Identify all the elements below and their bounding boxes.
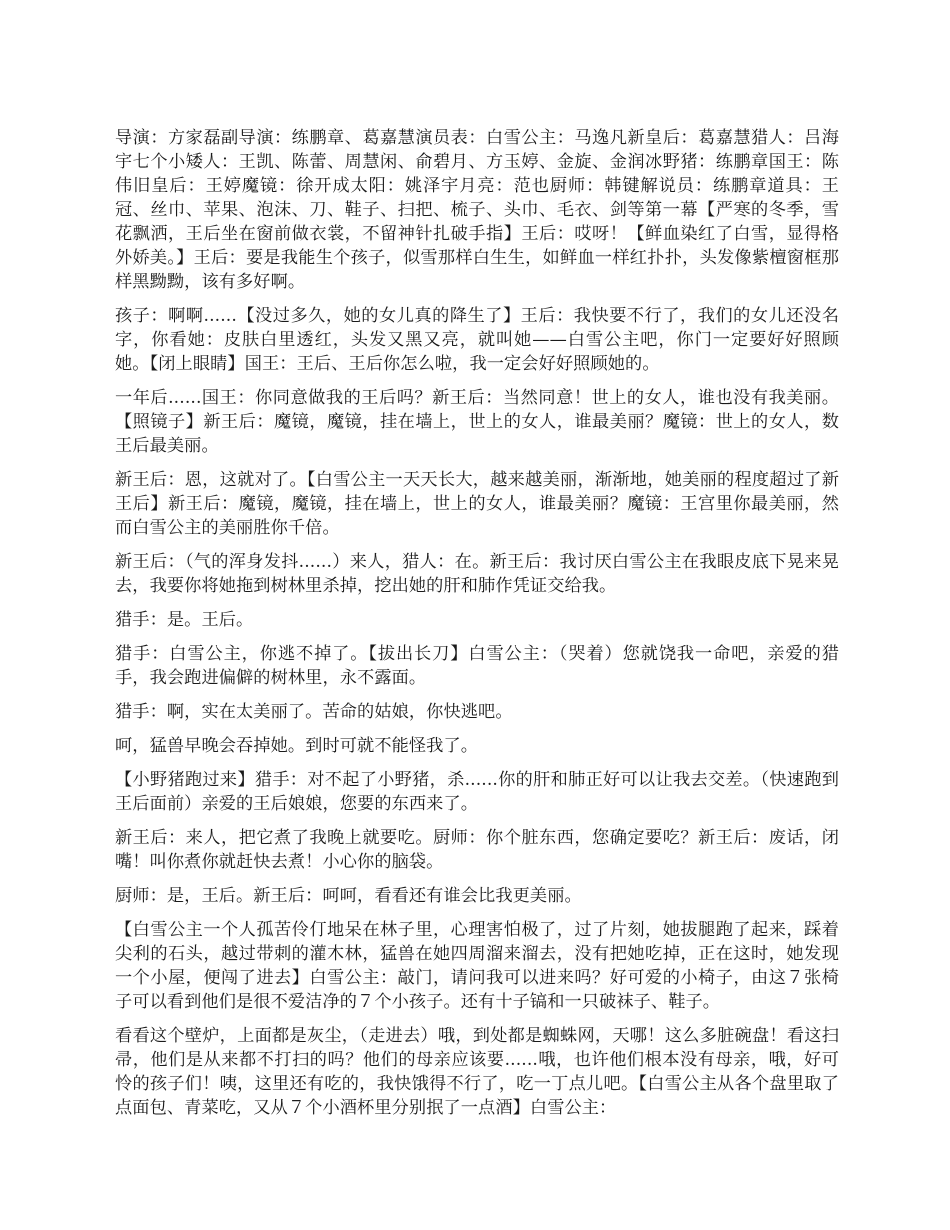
paragraph-hunter-agrees: 猎手：是。王后。 (115, 610, 254, 630)
paragraph-beasts: 呵，猛兽早晚会吞掉她。到时可就不能怪我了。 (115, 736, 479, 756)
paragraph-hunter-spares: 猎手：啊，实在太美丽了。苦命的姑娘，你快逃吧。 (115, 702, 513, 722)
document-page (115, 126, 839, 1130)
paragraph-cast-and-act-one: 导演：方家磊副导演：练鹏章、葛嘉慧演员表：白雪公主：马逸凡新皇后：葛嘉慧猎人：吕海宇七个小矮人：王凯、陈蕾、周慧闲、俞碧月、方玉婷、金旋、金润冰野猪：练鹏章国王：陈伟旧皇后：王婷魔镜：徐开成太阳：姚泽宇月亮：范也厨师：韩键解说员：练鹏章道具：王冠、丝巾、苹果、泡沫、刀、鞋子、扫把、梳子、头巾、毛衣、剑等第一幕【严寒的冬季，雪花飘洒，王后坐在窗前做衣裳，不留神针扎破手指】王后：哎呀！【鲜血染红了白雪，显得格外娇美。】王后：要是我能生个孩子，似雪那样白生生，如鲜血一样红扑扑，头发像紫檀窗框那样黑黝黝，该有多好啊。 (115, 128, 839, 292)
paragraph-cook-reply: 厨师：是，王后。新王后：呵呵，看看还有谁会比我更美丽。 (115, 886, 582, 906)
paragraph-inside-cottage: 看看这个壁炉，上面都是灰尘，（走进去）哦，到处都是蜘蛛网，天哪！这么多脏碗盘！看这扫帚，他们是从来都不打扫的吗？他们的母亲应该要......哦，也许他们根本没有母亲，哦，好可怜的孩子们！咦，这里还有吃的，我快饿得不行了，吃一丁点儿吧。【白雪公主从各个盘里取了点面包、青菜吃，又从７个小酒杯里分别抿了一点酒】白雪公主： (115, 1026, 839, 1118)
paragraph-princess-born: 孩子：啊啊......【没过多久，她的女儿真的降生了】王后：我快要不行了，我们的女儿还没名字，你看她：皮肤白里透红，头发又黑又亮，就叫她——白雪公主吧，你门一定要好好照顾她。【闭上眼睛】国王：王后、王后你怎么啦，我一定会好好照顾她的。 (115, 306, 839, 374)
paragraph-cook-order: 新王后：来人，把它煮了我晚上就要吃。厨师：你个脏东西，您确定要吃？新王后：废话，闭嘴！叫你煮你就赶快去煮！小心你的脑袋。 (115, 828, 839, 872)
paragraph-mirror-answer: 新王后：恩，这就对了。【白雪公主一天天长大，越来越美丽，渐渐地，她美丽的程度超过了新王后】新王后：魔镜，魔镜，挂在墙上，世上的女人，谁最美丽？魔镜：王宫里你最美丽，然而白雪公主的美丽胜你千倍。 (115, 470, 839, 538)
paragraph-one-year-later: 一年后......国王：你同意做我的王后吗？新王后：当然同意！世上的女人，谁也没有我美丽。【照镜子】新王后：魔镜，魔镜，挂在墙上，世上的女人，谁最美丽？魔镜：世上的女人，数王后最美丽。 (115, 388, 839, 456)
paragraph-hunter-draws-knife: 猎手：白雪公主，你逃不掉了。【拔出长刀】白雪公主：（哭着）您就饶我一命吧，亲爱的猎手，我会跑进偏僻的树林里，永不露面。 (115, 644, 839, 688)
paragraph-boar: 【小野猪跑过来】猎手：对不起了小野猪，杀......你的肝和肺正好可以让我去交差。（快速跑到王后面前）亲爱的王后娘娘，您要的东西来了。 (115, 770, 839, 814)
paragraph-queen-orders-hunter: 新王后：（气的浑身发抖......）来人，猎人：在。新王后：我讨厌白雪公主在我眼皮底下晃来晃去，我要你将她拖到树林里杀掉，挖出她的肝和肺作凭证交给我。 (115, 552, 839, 596)
paragraph-forest-cottage: 【白雪公主一个人孤苦伶仃地呆在林子里，心理害怕极了，过了片刻，她拔腿跑了起来，踩着尖利的石头，越过带刺的灌木林，猛兽在她四周溜来溜去，没有把她吃掉，正在这时，她发现一个小屋，便闯了进去】白雪公主：敲门，请问我可以进来吗？好可爱的小椅子，由这７张椅子可以看到他们是很不爱洁净的７个小孩子。还有十子镐和一只破袜子、鞋子。 (115, 920, 839, 1012)
